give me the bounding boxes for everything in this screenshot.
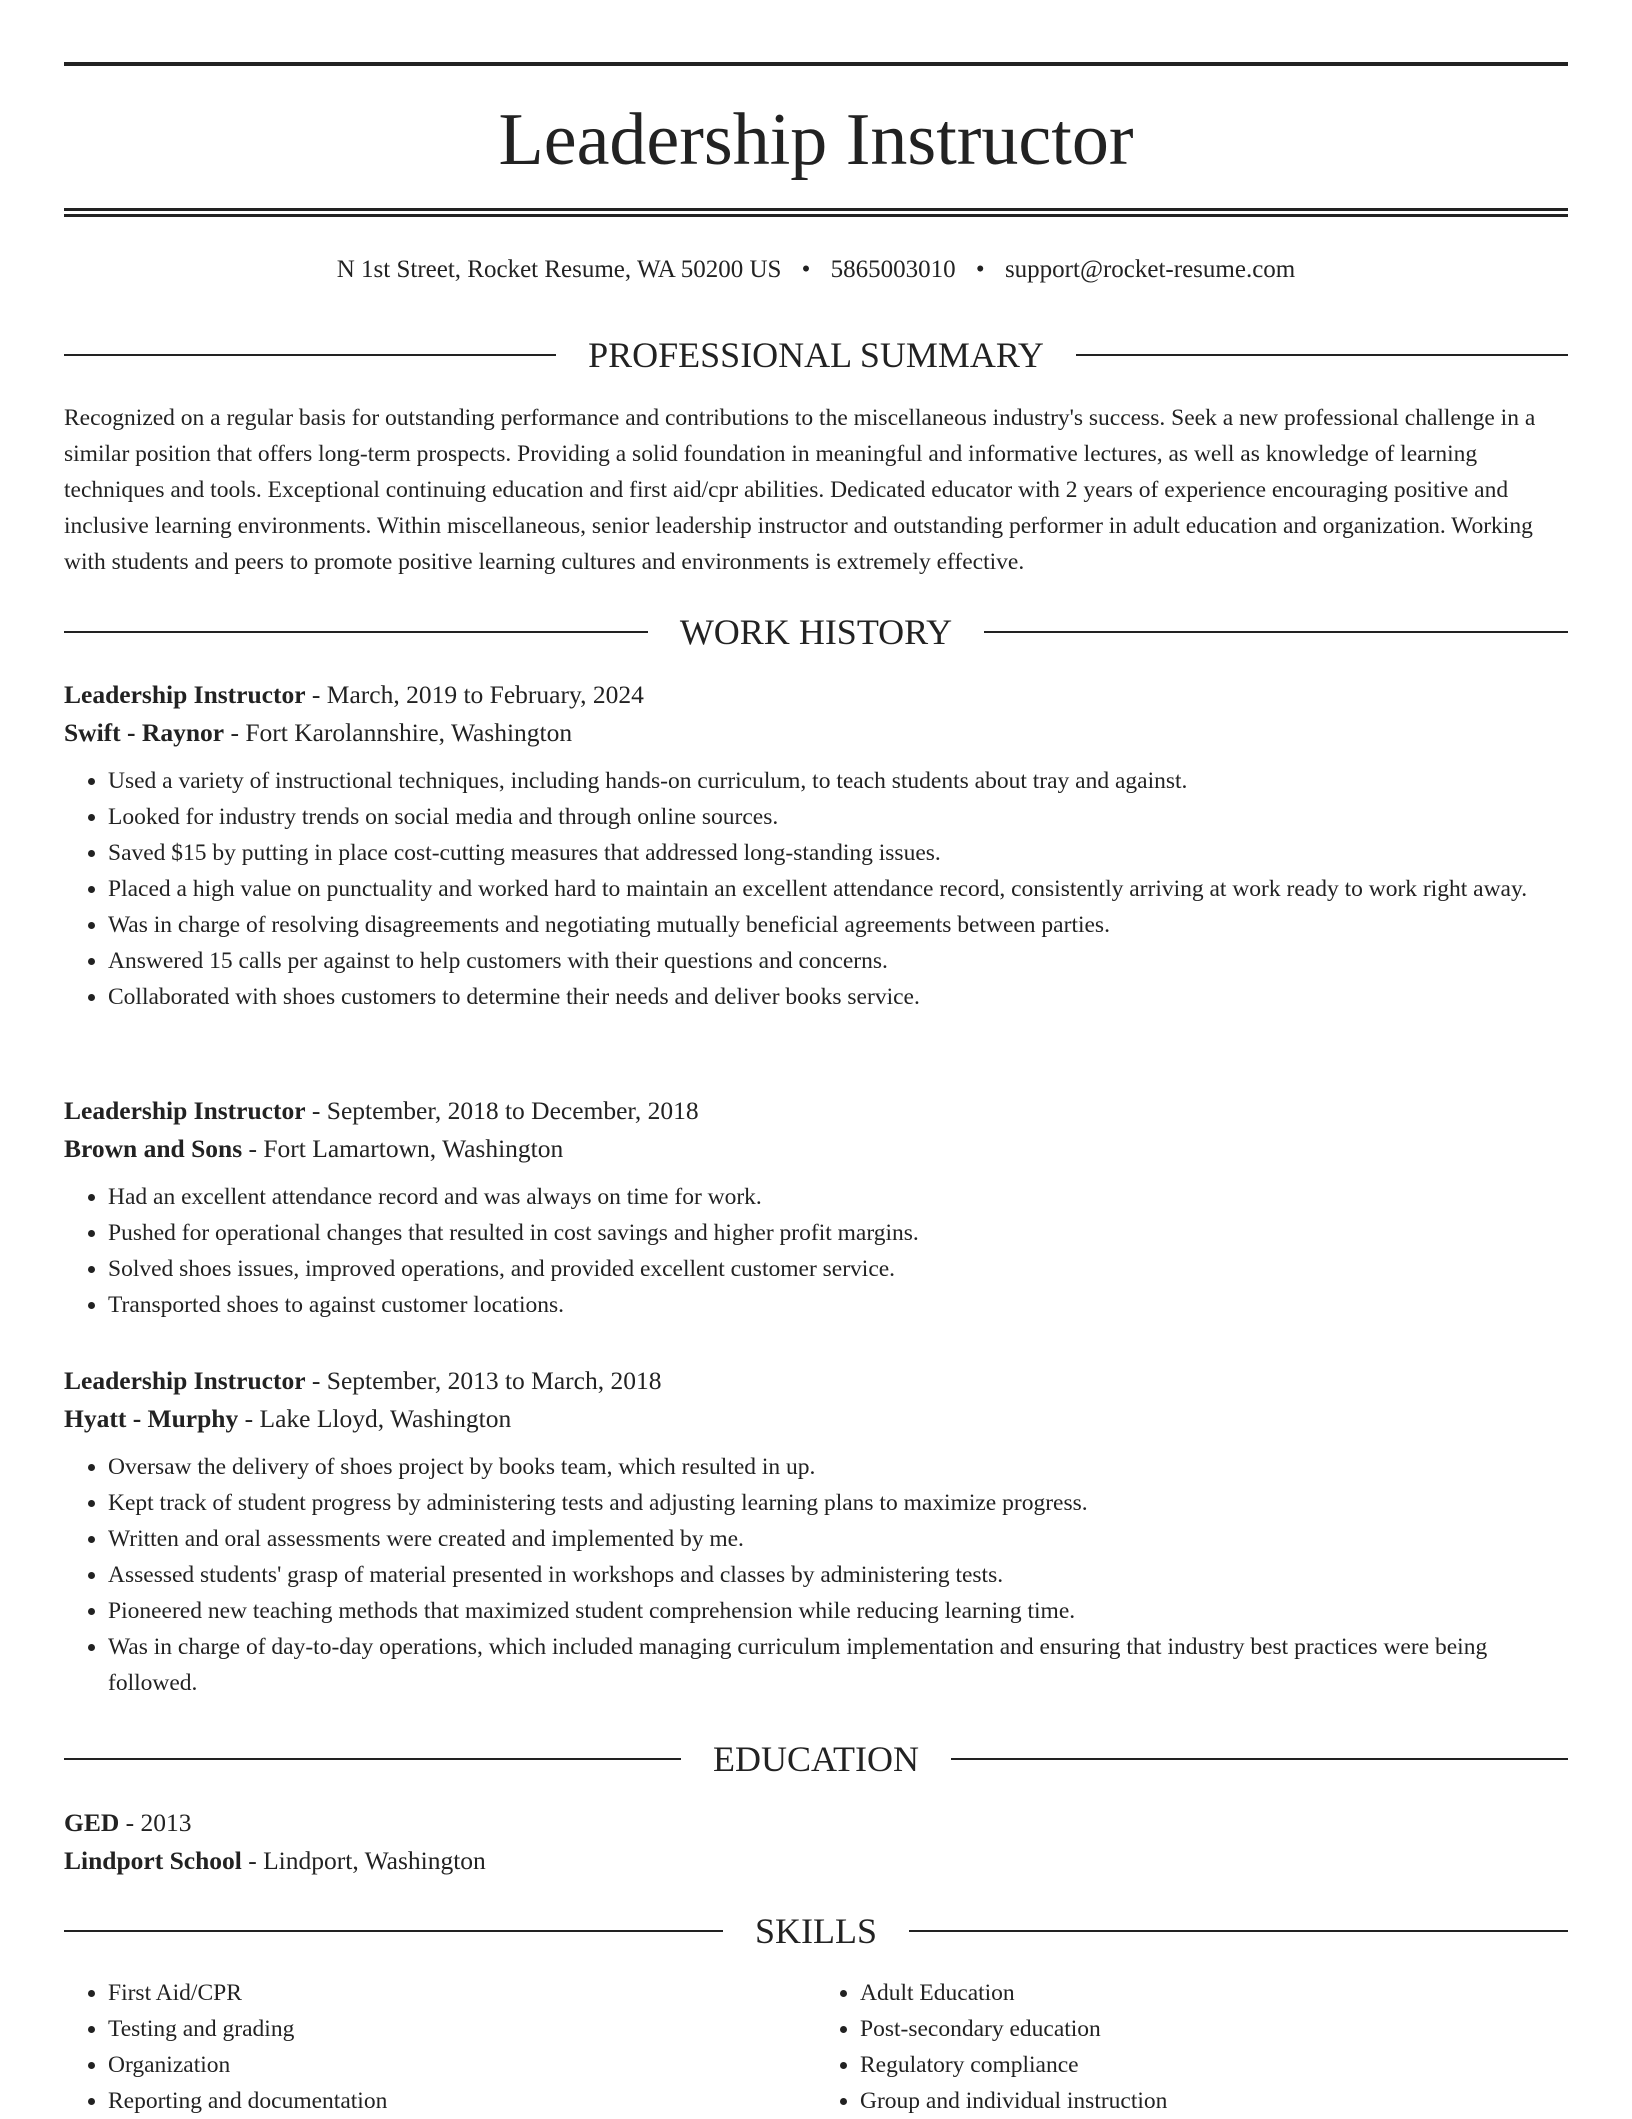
list-item: • Saved $15 by putting in place cost-cutting measures that addressed long-standing issues. — [108, 835, 1568, 871]
job-title: Leadership Instructor — [64, 1366, 306, 1395]
list-item: • Pioneered new teaching methods that maximized student comprehension while reducing learning time. — [108, 1593, 1568, 1629]
list-item: • Kept track of student progress by administering tests and adjusting learning plans to maximize progress. — [108, 1485, 1568, 1521]
section-title: SKILLS — [755, 1911, 878, 1951]
list-item: • Solved shoes issues, improved operations, and provided excellent customer service. — [108, 1251, 1568, 1287]
skill-item: • Testing and grading — [108, 2011, 816, 2047]
skill-item: • Regulatory compliance — [860, 2047, 1568, 2083]
job-bullets — [64, 763, 1568, 1015]
job-entry — [64, 1362, 1568, 1701]
job-company-line — [64, 1400, 1568, 1438]
job-company-line — [64, 1130, 1568, 1168]
degree-line — [64, 1804, 1568, 1842]
list-item: • Had an excellent attendance record and was always on time for work. — [108, 1179, 1568, 1215]
work-heading — [64, 610, 1568, 654]
degree-year: - 2013 — [119, 1808, 192, 1837]
contact-separator: • — [801, 256, 811, 283]
skill-item: • Reporting and documentation — [108, 2083, 816, 2119]
skill-item: • Post-secondary education — [860, 2011, 1568, 2047]
skill-item: • Group and individual instruction — [860, 2083, 1568, 2119]
list-item: • Assessed students' grasp of material presented in workshops and classes by administering tests. — [108, 1557, 1568, 1593]
phone: 5865003010 — [830, 256, 956, 283]
education-entry — [64, 1804, 1568, 1880]
list-item: • Pushed for operational changes that resulted in cost savings and higher profit margins. — [108, 1215, 1568, 1251]
list-item: • Was in charge of resolving disagreements and negotiating mutually beneficial agreements between parties. — [108, 907, 1568, 943]
job-dates: - September, 2013 to March, 2018 — [305, 1366, 662, 1395]
list-item: • Used a variety of instructional techniques, including hands-on curriculum, to teach students about tray and against. — [108, 763, 1568, 799]
divider — [1076, 354, 1568, 356]
skill-item: • First Aid/CPR — [108, 1975, 816, 2011]
skill-item: • Organization — [108, 2047, 816, 2083]
list-item: • Placed a high value on punctuality and worked hard to maintain an excellent attendance record, consistently arriving at work ready to work right away. — [108, 871, 1568, 907]
list-item: • Written and oral assessments were created and implemented by me. — [108, 1521, 1568, 1557]
job-company: Swift - Raynor — [64, 718, 225, 747]
summary-heading — [64, 333, 1568, 377]
job-entry — [64, 1092, 1568, 1323]
job-company: Hyatt - Murphy — [64, 1404, 239, 1433]
divider — [64, 1758, 681, 1760]
skill-item: • Adult Education — [860, 1975, 1568, 2011]
list-item: • Oversaw the delivery of shoes project by books team, which resulted in up. — [108, 1449, 1568, 1485]
divider — [64, 1930, 723, 1932]
job-company: Brown and Sons — [64, 1134, 243, 1163]
divider — [984, 631, 1568, 633]
list-item: • Answered 15 calls per against to help customers with their questions and concerns. — [108, 943, 1568, 979]
job-bullets — [64, 1179, 1568, 1323]
school-location: - Lindport, Washington — [241, 1846, 486, 1875]
resume-name: Leadership Instructor — [498, 99, 1134, 181]
job-dates: - March, 2019 to February, 2024 — [305, 680, 644, 709]
list-item: • Transported shoes to against customer locations. — [108, 1287, 1568, 1323]
job-location: - Lake Lloyd, Washington — [238, 1404, 512, 1433]
job-title-line — [64, 1362, 1568, 1400]
divider — [64, 631, 648, 633]
divider — [64, 354, 556, 356]
job-location: - Fort Karolannshire, Washington — [224, 718, 573, 747]
job-title-line — [64, 1092, 1568, 1130]
summary-section — [64, 400, 1568, 580]
job-title: Leadership Instructor — [64, 680, 306, 709]
job-bullets — [64, 1449, 1568, 1701]
section-title: PROFESSIONAL SUMMARY — [588, 335, 1044, 375]
contact-separator: • — [975, 256, 985, 283]
job-title: Leadership Instructor — [64, 1096, 306, 1125]
top-rule — [64, 62, 1568, 66]
skills-columns — [64, 1975, 1568, 2119]
section-title: WORK HISTORY — [679, 612, 953, 652]
job-company-line — [64, 714, 1568, 752]
school: Lindport School — [64, 1846, 242, 1875]
divider — [951, 1758, 1568, 1760]
job-entry — [64, 676, 1568, 1015]
school-line — [64, 1842, 1568, 1880]
job-location: - Fort Lamartown, Washington — [242, 1134, 564, 1163]
skills-column-left — [64, 1975, 816, 2119]
skills-list — [816, 1975, 1568, 2119]
job-dates: - September, 2018 to December, 2018 — [305, 1096, 699, 1125]
education-heading — [64, 1737, 1568, 1781]
skills-section — [64, 1975, 1568, 2119]
skills-column-right — [816, 1975, 1568, 2119]
double-rule — [64, 208, 1568, 217]
list-item: • Was in charge of day-to-day operations, which included managing curriculum implementation and ensuring that industry best practices were being followed. — [108, 1629, 1568, 1701]
summary-text: Recognized on a regular basis for outstanding performance and contributions to the miscellaneous industry's success. Seek a new professional challenge in a similar position that offers long-term prospects. Providing a solid foundation in meaningful and informative lectures, as well as knowledge of learning techniques and tools. Exceptional continuing education and first aid/cpr abilities. Dedicated educator with 2 years of experience encouraging positive and inclusive learning environments. Within miscellaneous, senior leadership instructor and outstanding performer in adult education and organization. Working with students and peers to promote positive learning cultures and environments is extremely effective. — [64, 405, 1536, 575]
skills-heading — [64, 1909, 1568, 1953]
skills-list — [64, 1975, 816, 2119]
degree: GED — [64, 1808, 120, 1837]
divider — [909, 1930, 1568, 1932]
address: N 1st Street, Rocket Resume, WA 50200 US — [336, 256, 782, 283]
section-title: EDUCATION — [713, 1739, 919, 1779]
contact-line — [64, 253, 1568, 287]
list-item: • Collaborated with shoes customers to determine their needs and deliver books service. — [108, 979, 1568, 1015]
list-item: • Looked for industry trends on social media and through online sources. — [108, 799, 1568, 835]
email: support@rocket-resume.com — [1004, 256, 1296, 283]
job-title-line — [64, 676, 1568, 714]
